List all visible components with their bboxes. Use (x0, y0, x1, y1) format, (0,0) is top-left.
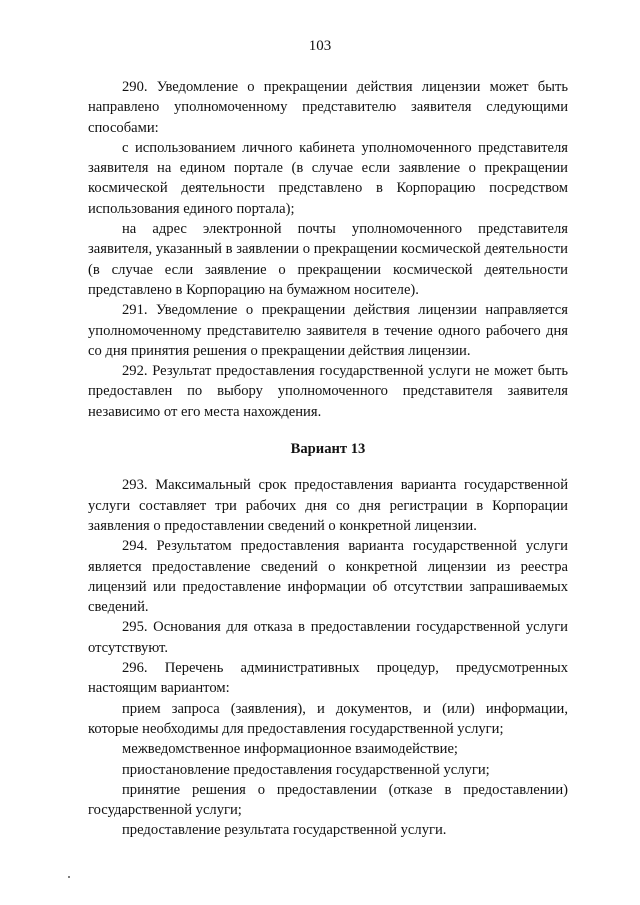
paragraph-290-method-email: на адрес электронной почты уполномоченного представителя заявителя, указанный в заявлении о прекращении космической деятельности (в случае если заявление о прекращении космической деятельности представлено в Корпорацию на бумажном носителе). (88, 221, 568, 298)
paragraph-291: 291. Уведомление о прекращении действия лицензии направляется уполномоченному представителю заявителя в течение одного рабочего дня со дня принятия решения о прекращении действия лицензии. (88, 302, 568, 359)
procedure-item: приостановление предоставления государственной услуги; (122, 761, 490, 778)
paragraph-295: 295. Основания для отказа в предоставлении государственной услуги отсутствуют. (88, 619, 568, 656)
paragraph-292: 292. Результат предоставления государственной услуги не может быть предоставлен по выбору уполномоченного представителя заявителя независимо от его места нахождения. (88, 363, 568, 420)
page-number: 103 (308, 38, 332, 54)
scan-speck (68, 876, 70, 878)
section-heading: Вариант 13 (290, 441, 366, 458)
paragraph-290: 290. Уведомление о прекращении действия лицензии может быть направлено уполномоченному представителю заявителя следующими способами: (88, 79, 568, 136)
procedure-item: принятие решения о предоставлении (отказе в предоставлении) государственной услуги; (88, 781, 568, 819)
procedure-item: межведомственное информационное взаимодействие; (122, 741, 458, 758)
paragraph-290-method-portal: с использованием личного кабинета уполномоченного представителя заявителя на едином портале (в случае если заявление о прекращении космической деятельности представлено в Корпорацию посредством использования единого портала); (88, 139, 568, 217)
paragraph-296: 296. Перечень административных процедур, предусмотренных настоящим вариантом: (88, 660, 568, 697)
paragraph-294: 294. Результатом предоставления варианта государственной услуги является предоставление сведений о конкретной лицензии из реестра лицензий или предоставление информации об отсутствии запрашиваемых сведений. (88, 538, 568, 616)
procedure-item: предоставление результата государственной услуги. (122, 822, 447, 839)
document-body (88, 77, 568, 841)
procedure-item: прием запроса (заявления), и документов, и (или) информации, которые необходимы для предоставления государственной услуги; (88, 700, 568, 737)
paragraph-293: 293. Максимальный срок предоставления варианта государственной услуги составляет три рабочих дня со дня регистрации в Корпорации заявления о предоставлении сведений о конкретной лицензии. (88, 477, 568, 534)
